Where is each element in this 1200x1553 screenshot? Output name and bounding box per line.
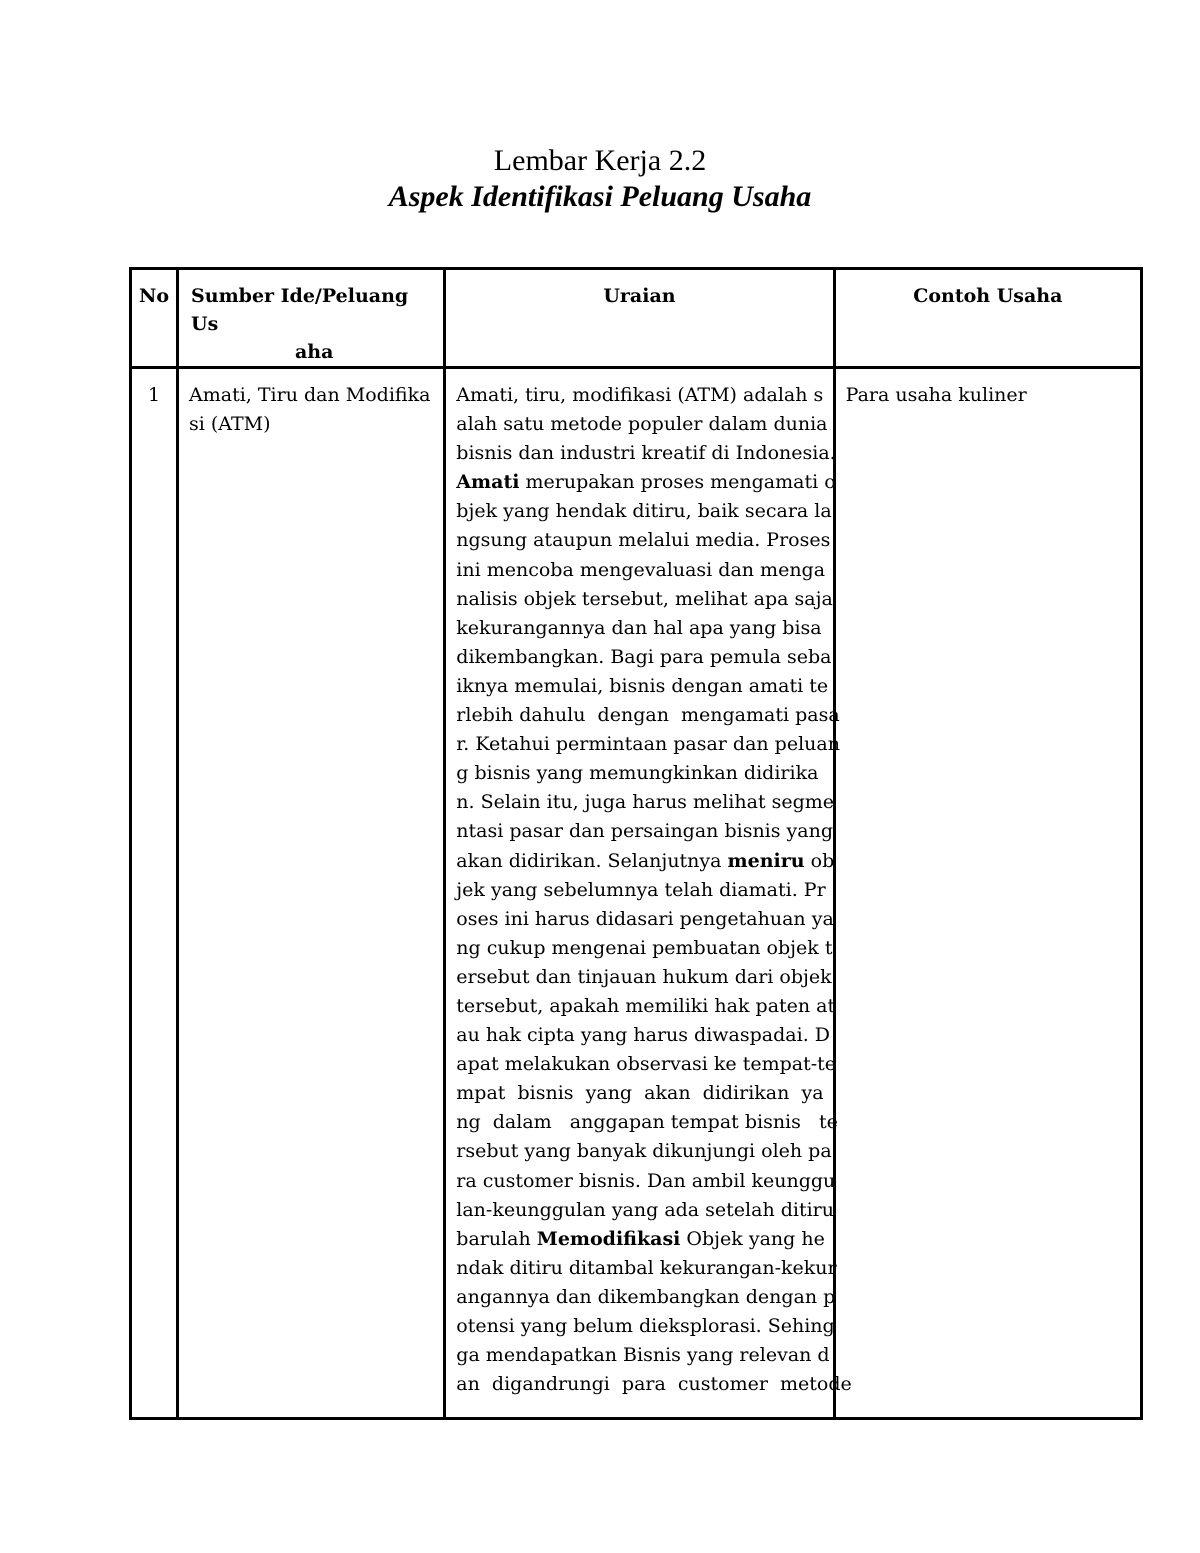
desc-line: ngsung ataupun melalui media. Proses <box>456 529 831 552</box>
worksheet-table <box>129 267 1143 1420</box>
row-source-line2: si (ATM) <box>189 413 271 436</box>
desc-line: rsebut yang banyak dikunjungi oleh pa <box>456 1140 832 1163</box>
desc-line-text: barulah <box>456 1227 537 1250</box>
desc-line: n. Selain itu, juga harus melihat segme <box>456 791 835 814</box>
desc-line: an digandrungi para customer metode <box>456 1373 852 1396</box>
desc-line: ersebut dan tinjauan hukum dari objek <box>456 965 832 988</box>
desc-line: dikembangkan. Bagi para pemula seba <box>456 645 832 668</box>
desc-line <box>456 847 835 876</box>
desc-line: ng dalam anggapan tempat bisnis te <box>456 1111 838 1134</box>
desc-line: apat melakukan observasi ke tempat-te <box>456 1053 837 1076</box>
desc-line: otensi yang belum dieksplorasi. Sehing <box>456 1315 835 1337</box>
desc-line: bisnis dan industri kreatif di Indonesia. <box>456 442 836 465</box>
desc-line: jek yang sebelumnya telah diamati. Pr <box>456 878 826 901</box>
desc-line: alah satu metode populer dalam dunia <box>456 413 828 436</box>
document-subtitle: Aspek Identifikasi Peluang Usaha <box>388 180 812 213</box>
desc-line: rlebih dahulu dengan mengamati pasa <box>456 704 840 727</box>
desc-line: mpat bisnis yang akan didirikan ya <box>456 1082 824 1105</box>
desc-line: lan-keunggulan yang ada setelah ditiru <box>456 1198 834 1221</box>
desc-line: angannya dan dikembangkan dengan p <box>456 1285 836 1308</box>
desc-line: r. Ketahui permintaan pasar dan peluan <box>456 733 840 756</box>
table-header-row <box>131 269 1142 368</box>
desc-line: ndak ditiru ditambal kekurangan-kekur <box>456 1256 837 1279</box>
table-row <box>131 368 1142 1419</box>
desc-line: iknya memulai, bisnis dengan amati te <box>456 674 829 697</box>
desc-line: ra customer bisnis. Dan ambil keunggu <box>456 1169 836 1192</box>
desc-line-text: ob <box>804 849 835 872</box>
desc-line: ntasi pasar dan persaingan bisnis yang <box>456 820 834 843</box>
desc-line: tersebut, apakah memiliki hak paten at <box>456 994 836 1017</box>
document-title: Lembar Kerja 2.2 <box>493 144 707 177</box>
desc-line-text: Objek yang he <box>680 1227 825 1250</box>
header-source-line1: Sumber Ide/Peluang Us <box>191 285 409 335</box>
bold-memodifikasi: Memodifikasi <box>536 1227 681 1250</box>
header-no: No <box>131 269 178 368</box>
desc-line: Amati, tiru, modifikasi (ATM) adalah s <box>456 384 824 406</box>
row-no: 1 <box>131 368 178 1419</box>
row-description <box>445 368 852 1419</box>
desc-line <box>456 1225 824 1254</box>
desc-line-text: akan didirikan. Selanjutnya <box>456 849 728 872</box>
header-example: Contoh Usaha <box>834 269 1141 368</box>
desc-line: oses ini harus didasari pengetahuan ya <box>456 907 834 930</box>
desc-line <box>456 468 836 497</box>
row-example: Para usaha kuliner <box>834 368 1141 1419</box>
header-source <box>178 269 445 368</box>
desc-line: ng cukup mengenai pembuatan objek t <box>456 936 833 959</box>
header-source-line2: aha <box>294 341 334 363</box>
title-block <box>0 143 1200 215</box>
desc-line: kekurangannya dan hal apa yang bisa <box>456 616 822 639</box>
desc-line: bjek yang hendak ditiru, baik secara la <box>456 500 832 523</box>
row-source-line1: Amati, Tiru dan Modifika <box>189 384 431 406</box>
desc-line: ini mencoba mengevaluasi dan menga <box>456 558 826 581</box>
row-source <box>178 368 445 1419</box>
desc-line: g bisnis yang memungkinkan didirika <box>456 762 819 785</box>
desc-line: ga mendapatkan Bisnis yang relevan d <box>456 1344 830 1367</box>
header-description: Uraian <box>445 269 834 368</box>
desc-line: nalisis objek tersebut, melihat apa saja <box>456 587 833 610</box>
bold-amati: Amati <box>456 471 520 494</box>
desc-line-text: merupakan proses mengamati o <box>525 471 836 494</box>
bold-meniru: meniru <box>727 849 805 872</box>
desc-line: au hak cipta yang harus diwaspadai. D <box>456 1024 831 1047</box>
